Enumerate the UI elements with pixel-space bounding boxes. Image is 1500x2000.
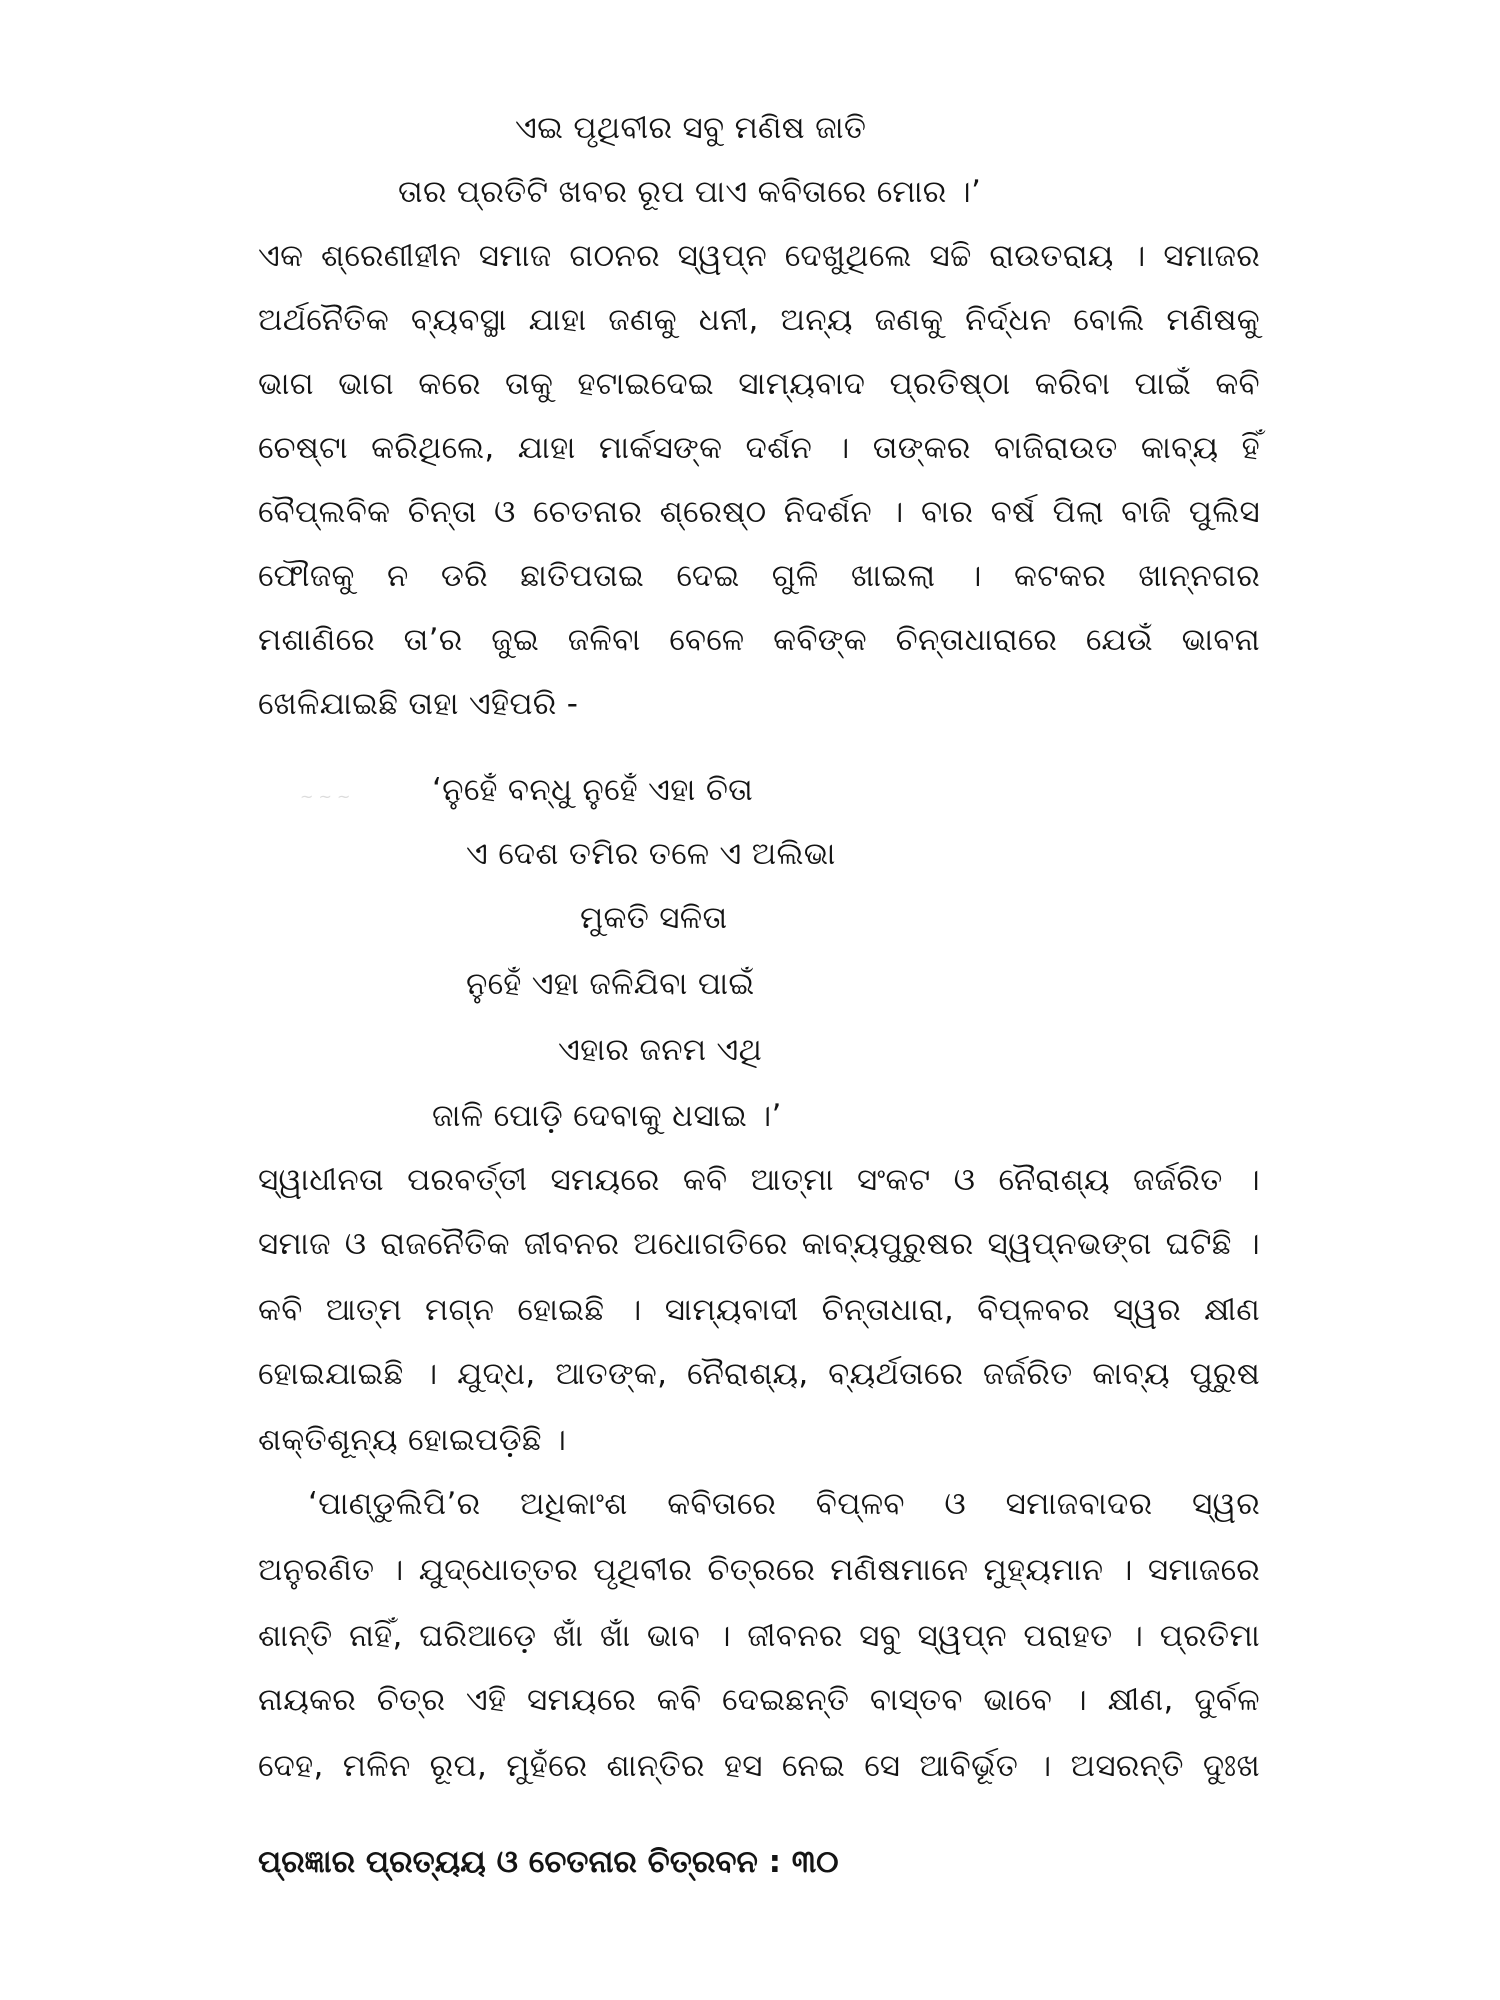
poem-2-line-2: ଏ ଦେଶ ତମିର ତଳେ ଏ ଅଲିଭା: [466, 836, 836, 872]
paragraph-line: ଫୌଜକୁ ନ ଡରି ଛାତିପତାଇ ଦେଇ ଗୁଳି ଖାଇଲା । କଟକର ଖାନ୍‌ନଗର: [258, 558, 1260, 594]
paragraph-line: ହୋଇଯାଇଛି । ଯୁଦ୍ଧ, ଆତଙ୍କ, ନୈରାଶ୍ୟ, ବ୍ୟର୍ଥତାରେ ଜର୍ଜରିତ କାବ୍ୟ ପୁରୁଷ: [258, 1356, 1260, 1392]
paragraph-line: କବି ଆତ୍ମ ମଗ୍ନ ହୋଇଛି । ସାମ୍ୟବାଦୀ ଚିନ୍ତାଧାରା, ବିପ୍ଳବର ସ୍ୱର କ୍ଷୀଣ: [258, 1292, 1260, 1328]
opening-poem-line-1: ଏଇ ପୃଥିବୀର ସବୁ ମଣିଷ ଜାତି: [515, 110, 867, 146]
paragraph-line: ଦେହ, ମଳିନ ରୂପ, ମୁହଁରେ ଶାନ୍ତିର ହସ ନେଇ ସେ ଆବିର୍ଭୂତ । ଅସରନ୍ତି ଦୁଃଖ: [258, 1748, 1260, 1784]
poem-2-line-5: ଏହାର ଜନମ ଏଥି: [558, 1032, 763, 1068]
poem-2-line-1: ‘ନୁହେଁ ବନ୍ଧୁ ନୁହେଁ ଏହା ଚିତା: [432, 772, 754, 808]
ink-smudge: ~ ~ ~: [300, 787, 351, 806]
paragraph-line: ଅନୁରଣିତ । ଯୁଦ୍ଧୋତ୍ତର ପୃଥିବୀର ଚିତ୍ରରେ ମଣିଷମାନେ ମୁହ୍ୟମାନ । ସମାଜରେ: [258, 1552, 1260, 1588]
paragraph-line: ଚେଷ୍ଟା କରିଥିଲେ, ଯାହା ମାର୍କସଙ୍କ ଦର୍ଶନ । ତାଙ୍କର ବାଜିରାଉତ କାବ୍ୟ ହିଁ: [258, 430, 1260, 466]
paragraph-line: ଅର୍ଥନୈତିକ ବ୍ୟବସ୍ଥା ଯାହା ଜଣକୁ ଧନୀ, ଅନ୍ୟ ଜଣକୁ ନିର୍ଦ୍ଧନ ବୋଲି ମଣିଷକୁ: [258, 302, 1260, 338]
paragraph-line: ଶକ୍ତିଶୂନ୍ୟ ହୋଇପଡ଼ିଛି ।: [258, 1422, 567, 1458]
poem-2-line-6: ଜାଳି ପୋଡ଼ି ଦେବାକୁ ଧସାଇ ।’: [432, 1098, 782, 1134]
paragraph-line: ସମାଜ ଓ ରାଜନୈତିକ ଜୀବନର ଅଧୋଗତିରେ କାବ୍ୟପୁରୁଷର ସ୍ୱପ୍ନଭଙ୍ଗ ଘଟିଛି ।: [258, 1226, 1260, 1262]
opening-poem-line-2: ତାର ପ୍ରତିଟି ଖବର ରୂପ ପାଏ କବିତାରେ ମୋର ।’: [398, 174, 982, 210]
paragraph-line: ଖେଳିଯାଇଛି ତାହା ଏହିପରି -: [258, 686, 579, 722]
paragraph-line: ଏକ ଶ୍ରେଣୀହୀନ ସମାଜ ଗଠନର ସ୍ୱପ୍ନ ଦେଖୁଥିଲେ ସଚ୍ଚି ରାଉତରାୟ । ସମାଜର: [258, 238, 1260, 274]
paragraph-line: ‘ପାଣ୍ଡୁଲିପି’ର ଅଧିକାଂଶ କବିତାରେ ବିପ୍ଳବ ଓ ସମାଜବାଦର ସ୍ୱର: [308, 1486, 1260, 1522]
paragraph-line: ଭାଗ ଭାଗ କରେ ତାକୁ ହଟାଇଦେଇ ସାମ୍ୟବାଦ ପ୍ରତିଷ୍ଠା କରିବା ପାଇଁ କବି: [258, 366, 1260, 402]
paragraph-line: ନାୟକର ଚିତ୍ର ଏହି ସମୟରେ କବି ଦେଇଛନ୍ତି ବାସ୍ତବ ଭାବେ । କ୍ଷୀଣ, ଦୁର୍ବଳ: [258, 1682, 1260, 1718]
poem-2-line-3: ମୁକତି ସଳିତା: [580, 900, 728, 936]
paragraph-line: ବୈପ୍ଲବିକ ଚିନ୍ତା ଓ ଚେତନାର ଶ୍ରେଷ୍ଠ ନିଦର୍ଶନ । ବାର ବର୍ଷ ପିଲା ବାଜି ପୁଲିସ: [258, 494, 1260, 530]
paragraph-line: ଶାନ୍ତି ନାହିଁ, ଘରିଆଡ଼େ ଖାଁ ଖାଁ ଭାବ । ଜୀବନର ସବୁ ସ୍ୱପ୍ନ ପରାହତ । ପ୍ରତିମା: [258, 1618, 1260, 1654]
page-footer: ପ୍ରଜ୍ଞାର ପ୍ରତ୍ୟୟ ଓ ଚେତନାର ଚିତ୍ରବନ : ୩୦: [258, 1844, 839, 1880]
poem-2-line-4: ନୁହେଁ ଏହା ଜଳିଯିବା ପାଇଁ: [466, 966, 755, 1002]
paragraph-line: ମଶାଣିରେ ତା’ର ଜୁଇ ଜଳିବା ବେଳେ କବିଙ୍କ ଚିନ୍ତାଧାରାରେ ଯେଉଁ ଭାବନା: [258, 622, 1260, 658]
paragraph-line: ସ୍ୱାଧୀନତା ପରବର୍ତ୍ତୀ ସମୟରେ କବି ଆତ୍ମା ସଂକଟ ଓ ନୈରାଶ୍ୟ ଜର୍ଜରିତ ।: [258, 1162, 1260, 1198]
